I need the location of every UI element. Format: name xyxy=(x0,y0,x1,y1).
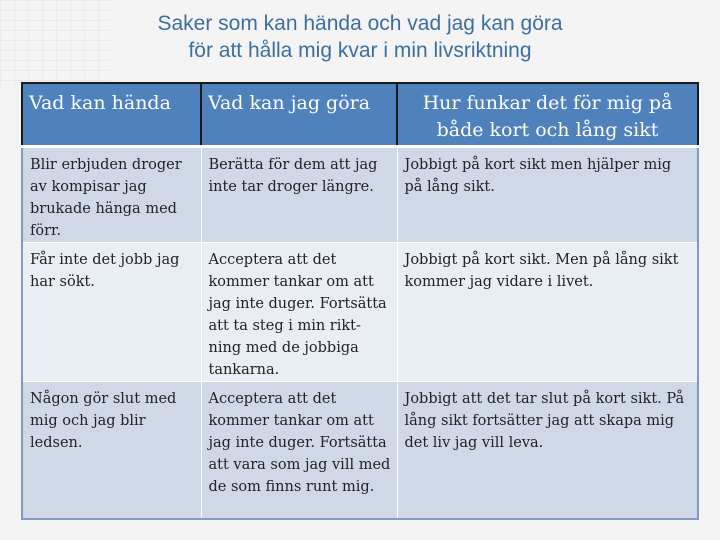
cell-happen: Blir erbjuden droger av kompisar jag brukade hänga med förr. xyxy=(22,147,201,243)
header-what-can-happen: Vad kan hända xyxy=(22,83,201,147)
cell-outcome: Jobbigt på kort sikt men hjälper mig på lång sikt. xyxy=(397,147,698,243)
strategy-table xyxy=(21,82,699,520)
cell-action: Acceptera att det kommer tankar om att jag inte duger. Fortsätta att vara som jag vill med de som finns runt mig. xyxy=(201,382,397,520)
cell-outcome: Jobbigt att det tar slut på kort sikt. På lång sikt fortsätter jag att skapa mig det liv jag vill leva. xyxy=(397,382,698,520)
cell-action: Acceptera att det kommer tankar om att jag inte duger. Fortsätta att ta steg i min rikt-ning med de jobbiga tankarna. xyxy=(201,243,397,382)
page-title xyxy=(0,10,720,64)
title-line-1: Saker som kan hända och vad jag kan göra xyxy=(157,12,563,35)
table-row xyxy=(22,147,698,243)
cell-happen: Någon gör slut med mig och jag blir ledsen. xyxy=(22,382,201,520)
header-how-does-it-work: Hur funkar det för mig på både kort och lång sikt xyxy=(397,83,698,147)
cell-outcome: Jobbigt på kort sikt. Men på lång sikt kommer jag vidare i livet. xyxy=(397,243,698,382)
cell-action: Berätta för dem att jag inte tar droger längre. xyxy=(201,147,397,243)
cell-happen: Får inte det jobb jag har sökt. xyxy=(22,243,201,382)
table-header-row xyxy=(22,83,698,147)
header-what-can-i-do: Vad kan jag göra xyxy=(201,83,397,147)
table-row xyxy=(22,382,698,520)
table-row xyxy=(22,243,698,382)
title-line-2: för att hålla mig kvar i min livsriktning xyxy=(188,39,532,62)
